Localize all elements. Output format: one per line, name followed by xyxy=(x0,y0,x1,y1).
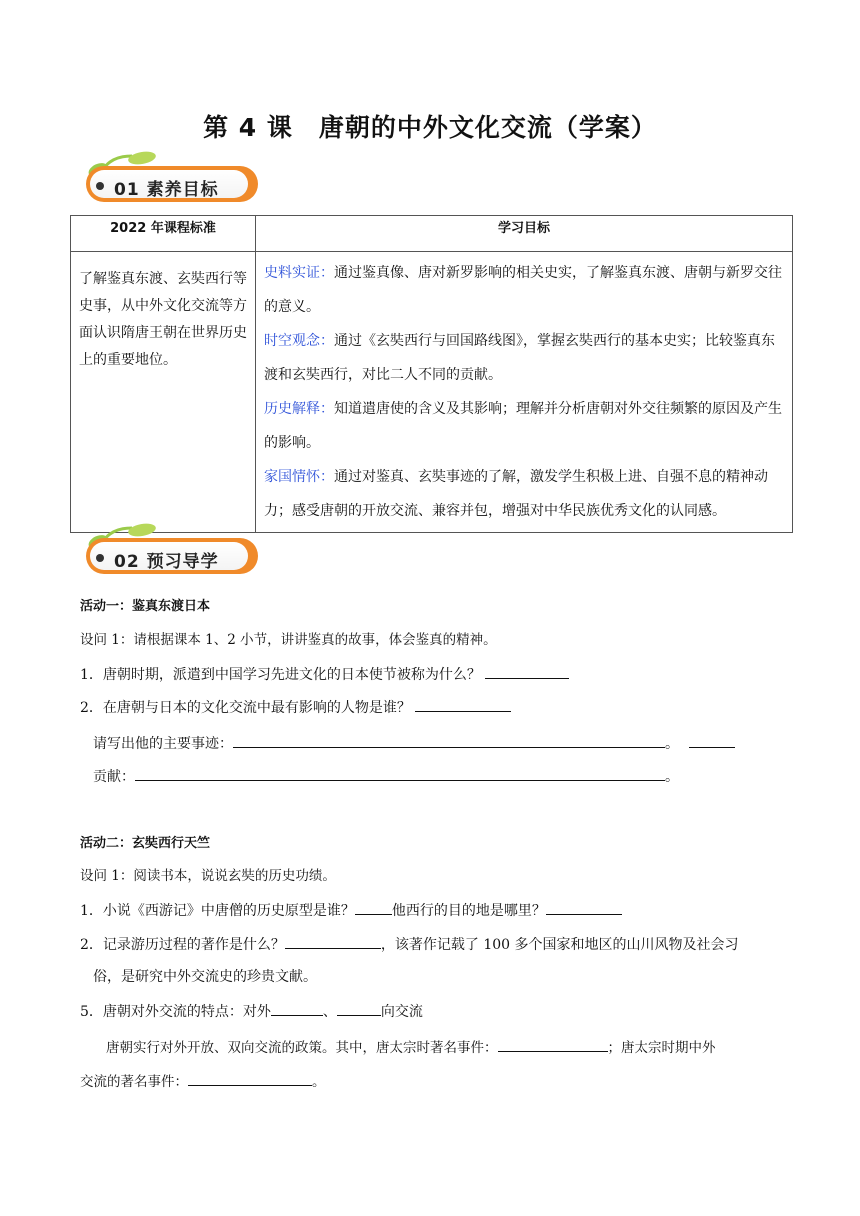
answer-blank[interactable] xyxy=(498,1037,608,1052)
header-standard: 2022 年课程标准 xyxy=(71,216,256,252)
goal-item xyxy=(264,256,784,324)
question-text: 请写出他的主要事迹： xyxy=(93,736,233,752)
badge-pill xyxy=(86,538,258,574)
goal-text: 知道遣唐使的含义及其影响；理解并分析唐朝对外交往频繁的原因及产生的影响。 xyxy=(264,401,782,451)
activity2-paragraph-cont xyxy=(80,1071,326,1092)
question-text: 5．唐朝对外交流的特点：对外 xyxy=(80,1004,271,1020)
answer-blank[interactable] xyxy=(337,1001,381,1016)
answer-blank[interactable] xyxy=(285,934,381,949)
activity1-q1 xyxy=(80,664,569,685)
goals-cell xyxy=(256,252,793,533)
page-title: 第 4 课 唐朝的中外文化交流（学案） xyxy=(203,113,657,142)
activity2-prompt: 设问 1：阅读书本，说说玄奘的历史功绩。 xyxy=(80,868,336,884)
answer-blank[interactable] xyxy=(485,664,569,679)
answer-blank[interactable] xyxy=(689,733,735,748)
activity2-heading: 活动二：玄奘西行天竺 xyxy=(80,836,211,851)
answer-blank[interactable] xyxy=(355,900,392,915)
activity1-q2b xyxy=(93,766,679,787)
answer-blank[interactable] xyxy=(415,697,511,712)
activity1-q2a xyxy=(93,733,735,754)
badge-pill xyxy=(86,166,258,202)
question-text: 2．在唐朝与日本的文化交流中最有影响的人物是谁？ xyxy=(80,700,411,716)
section-badge-preview xyxy=(70,522,260,582)
goal-key: 时空观念： xyxy=(264,333,334,349)
question-text: 1．小说《西游记》中唐僧的历史原型是谁？ xyxy=(80,903,355,919)
badge-label: 02 预习导学 xyxy=(114,552,219,572)
goal-text: 通过鉴真像、唐对新罗影响的相关史实，了解鉴真东渡、唐朝与新罗交往的意义。 xyxy=(264,265,782,315)
paragraph-text: 唐朝实行对外开放、双向交流的政策。其中，唐太宗时著名事件： xyxy=(106,1040,498,1056)
answer-blank[interactable] xyxy=(188,1071,312,1086)
activity2-q2-cont: 俗，是研究中外交流史的珍贵文献。 xyxy=(93,969,317,985)
section-badge-goals xyxy=(70,150,260,210)
activity1-prompt: 设问 1：请根据课本 1、2 小节，讲讲鉴真的故事，体会鉴真的精神。 xyxy=(80,632,497,648)
question-text: 贡献： xyxy=(93,769,135,785)
goal-item xyxy=(264,392,784,460)
goal-key: 家国情怀： xyxy=(264,469,334,485)
goal-item xyxy=(264,324,784,392)
activity1-q2 xyxy=(80,697,511,718)
table-header-row xyxy=(71,216,793,252)
activity2-q5 xyxy=(80,1001,423,1022)
paragraph-text: ；唐太宗时期中外 xyxy=(607,1040,716,1056)
goal-text: 通过对鉴真、玄奘事迹的了解，激发学生积极上进、自强不息的精神动力；感受唐朝的开放交流、兼容并包，增强对中华民族优秀文化的认同感。 xyxy=(264,469,768,519)
table-row xyxy=(71,252,793,533)
activity2-q2 xyxy=(80,934,739,955)
goal-text: 通过《玄奘西行与回国路线图》，掌握玄奘西行的基本史实；比较鉴真东渡和玄奘西行，对比二人不同的贡献。 xyxy=(264,333,775,383)
standard-text: 了解鉴真东渡、玄奘西行等史事，从中外文化交流等方面认识隋唐王朝在世界历史上的重要地位。 xyxy=(71,252,256,533)
question-text: 2．记录游历过程的著作是什么？ xyxy=(80,937,285,953)
goal-item xyxy=(264,460,784,528)
question-text: 他西行的目的地是哪里？ xyxy=(391,903,546,919)
punctuation: 。 xyxy=(665,736,679,752)
question-text: 向交流 xyxy=(380,1004,423,1020)
answer-blank[interactable] xyxy=(271,1001,323,1016)
punctuation: 。 xyxy=(665,769,679,785)
bullet-dot xyxy=(96,554,104,562)
bullet-dot xyxy=(96,182,104,190)
question-text: ，该著作记载了 100 多个国家和地区的山川风物及社会习 xyxy=(380,937,739,953)
question-text: 1．唐朝时期，派遣到中国学习先进文化的日本使节被称为什么？ xyxy=(80,667,481,683)
goal-key: 历史解释： xyxy=(264,401,334,417)
activity1-heading: 活动一：鉴真东渡日本 xyxy=(80,599,211,614)
activity2-q1 xyxy=(80,900,622,921)
paragraph-text: 交流的著名事件： xyxy=(80,1074,188,1090)
answer-blank[interactable] xyxy=(135,766,665,781)
badge-label: 01 素养目标 xyxy=(114,180,219,200)
answer-blank[interactable] xyxy=(546,900,622,915)
goal-key: 史料实证： xyxy=(264,265,334,281)
punctuation: 。 xyxy=(312,1074,326,1090)
goals-table xyxy=(70,215,793,533)
answer-blank[interactable] xyxy=(233,733,665,748)
punctuation: 、 xyxy=(322,1004,337,1020)
activity2-paragraph xyxy=(106,1037,716,1058)
header-goals: 学习目标 xyxy=(256,216,793,252)
